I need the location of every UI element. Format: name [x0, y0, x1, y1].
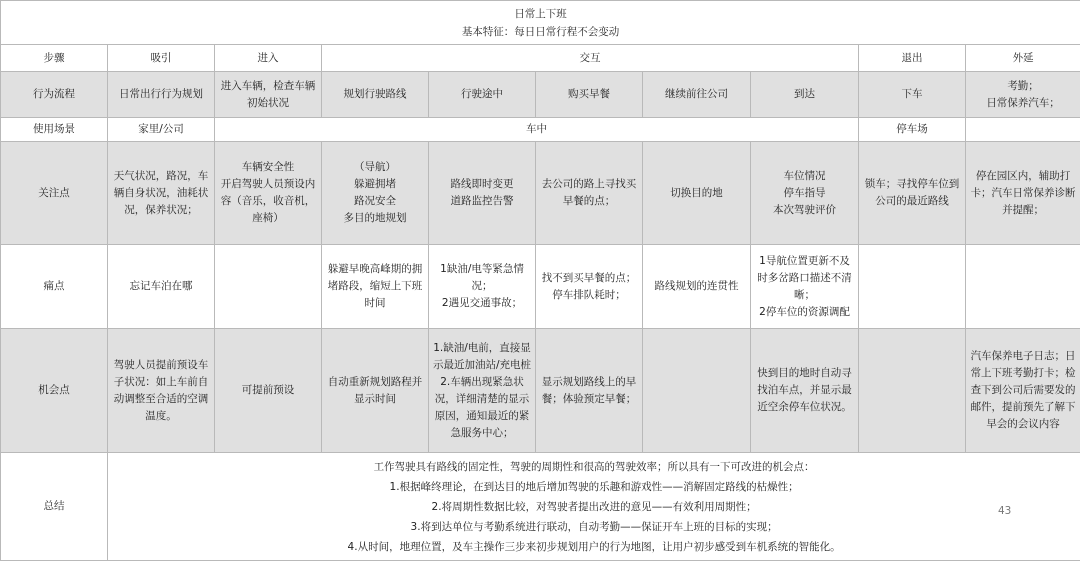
focus-line: 躲避拥堵 [325, 176, 425, 193]
opportunity-cell: 快到目的地时自动寻找泊车点，并显示最近空余停车位状况。 [751, 329, 859, 453]
table-title [1, 1, 1080, 45]
summary-line: 1.根据峰终理论，在到达目的地后增加驾驶的乐趣和游戏性——消解固定路线的枯燥性； [111, 477, 1077, 497]
opportunity-cell [643, 329, 751, 453]
pain-line: 2停车位的资源调配 [754, 304, 855, 321]
pain-line: 找不到买早餐的点； [539, 270, 639, 287]
flow-cell: 继续前往公司 [643, 72, 751, 118]
summary-line: 工作驾驶具有路线的固定性，驾驶的周期性和很高的驾驶效率；所以具有一下可改进的机会点： [111, 457, 1077, 477]
summary-line: 4.从时间，地理位置，及车主操作三步来初步规划用户的行为地图，让用户初步感受到车机系统的智能化。 [111, 537, 1077, 557]
steps-row [1, 45, 1080, 72]
opportunity-cell [859, 329, 966, 453]
flow-extend-line: 日常保养汽车； [969, 95, 1077, 112]
flow-cell: 日常出行行为规划 [108, 72, 215, 118]
pain-cell [536, 245, 643, 329]
scene-interact: 车中 [215, 118, 859, 142]
step-interact: 交互 [322, 45, 859, 72]
row-label-step: 步骤 [1, 45, 108, 72]
row-label-scene: 使用场景 [1, 118, 108, 142]
flow-cell: 进入车辆，检查车辆初始状况 [215, 72, 322, 118]
flow-cell: 规划行驶路线 [322, 72, 429, 118]
opportunity-cell: 显示规划路线上的早餐；体验预定早餐； [536, 329, 643, 453]
opportunity-cell: 可提前预设 [215, 329, 322, 453]
opportunity-cell: 汽车保养电子日志；日常上下班考勤打卡；检查下到公司后需要发的邮件，提前预先了解下早会的会议内容 [966, 329, 1080, 453]
summary-row [1, 453, 1080, 561]
opportunity-line: 2.车辆出现紧急状况，详细清楚的显示原因，通知最近的紧急服务中心； [432, 374, 532, 442]
row-label-pain: 痛点 [1, 245, 108, 329]
step-enter: 进入 [215, 45, 322, 72]
focus-row [1, 142, 1080, 245]
step-attract: 吸引 [108, 45, 215, 72]
scene-exit: 停车场 [859, 118, 966, 142]
focus-line: 路线即时变更 [432, 176, 532, 193]
flow-cell: 行驶途中 [429, 72, 536, 118]
opportunity-row [1, 329, 1080, 453]
pain-row [1, 245, 1080, 329]
focus-line: 车位情况 [754, 168, 855, 185]
focus-cell: 停在园区内，辅助打卡；汽车日常保养诊断并提醒； [966, 142, 1080, 245]
pain-cell [966, 245, 1080, 329]
title-row [1, 1, 1080, 45]
opportunity-cell: 自动重新规划路程并显示时间 [322, 329, 429, 453]
focus-line: 停车指导 [754, 185, 855, 202]
flow-extend-line: 考勤； [969, 78, 1077, 95]
row-label-flow: 行为流程 [1, 72, 108, 118]
pain-cell: 躲避早晚高峰期的拥堵路段，缩短上下班时间 [322, 245, 429, 329]
focus-line: 多目的地规划 [325, 210, 425, 227]
row-label-summary: 总结 [1, 453, 108, 561]
summary-line: 2.将周期性数据比较，对驾驶者提出改进的意见——有效利用周期性； [111, 497, 1077, 517]
pain-cell: 路线规划的连贯性 [643, 245, 751, 329]
step-exit: 退出 [859, 45, 966, 72]
opportunity-cell [429, 329, 536, 453]
focus-cell [322, 142, 429, 245]
title-sub: 基本特征：每日日常行程不会变动 [4, 23, 1077, 41]
pain-line: 2遇见交通事故； [432, 295, 532, 312]
pain-cell [859, 245, 966, 329]
focus-line: 道路监控告警 [432, 193, 532, 210]
scene-row [1, 118, 1080, 142]
focus-cell: 天气状况，路况，车辆自身状况，油耗状况，保养状况； [108, 142, 215, 245]
summary-line: 3.将到达单位与考勤系统进行联动，自动考勤——保证开车上班的目标的实现； [111, 517, 1077, 537]
focus-line: 车辆安全性 [218, 159, 318, 176]
flow-cell: 到达 [751, 72, 859, 118]
opportunity-cell: 驾驶人员提前预设车子状况：如上车前自动调整至合适的空调温度。 [108, 329, 215, 453]
focus-cell: 切换目的地 [643, 142, 751, 245]
pain-cell [429, 245, 536, 329]
focus-line: 路况安全 [325, 193, 425, 210]
focus-cell: 去公司的路上寻找买早餐的点； [536, 142, 643, 245]
flow-cell [966, 72, 1080, 118]
focus-cell [215, 142, 322, 245]
focus-cell [751, 142, 859, 245]
pain-line: 1导航位置更新不及时多岔路口描述不清晰； [754, 253, 855, 304]
focus-line: 本次驾驶评价 [754, 202, 855, 219]
focus-cell: 锁车；寻找停车位到公司的最近路线 [859, 142, 966, 245]
pain-line: 1缺油/电等紧急情况； [432, 261, 532, 295]
title-main: 日常上下班 [4, 5, 1077, 23]
focus-line: （导航） [325, 159, 425, 176]
scene-attract: 家里/公司 [108, 118, 215, 142]
pain-cell [751, 245, 859, 329]
step-extend: 外延 [966, 45, 1080, 72]
flow-row [1, 72, 1080, 118]
pain-cell [215, 245, 322, 329]
flow-cell: 下车 [859, 72, 966, 118]
page-number: 43 [998, 505, 1011, 517]
pain-line: 停车排队耗时； [539, 287, 639, 304]
summary-content [108, 453, 1080, 561]
focus-cell [429, 142, 536, 245]
focus-line: 开启驾驶人员预设内容（音乐，收音机，座椅） [218, 176, 318, 227]
row-label-opportunity: 机会点 [1, 329, 108, 453]
opportunity-line: 1.缺油/电前，直接显示最近加油站/充电桩 [432, 340, 532, 374]
flow-cell: 购买早餐 [536, 72, 643, 118]
pain-cell: 忘记车泊在哪 [108, 245, 215, 329]
scene-extend [966, 118, 1080, 142]
row-label-focus: 关注点 [1, 142, 108, 245]
